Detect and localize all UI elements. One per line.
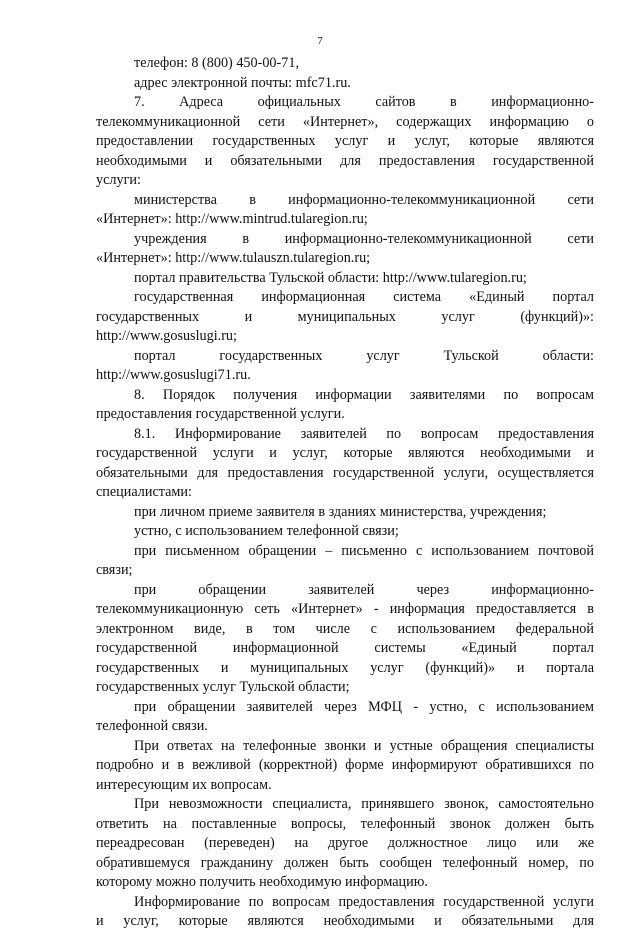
text-line: обязательными для предоставления государственной услуги, осуществляется <box>96 464 594 481</box>
text-line: при письменном обращении – письменно с использованием почтовой <box>134 542 594 559</box>
text-line: государственных и муниципальных услуг (функций)»: <box>96 308 594 325</box>
text-line: учреждения в информационно-телекоммуникационной сети <box>134 230 594 247</box>
text-line: при обращении заявителей через информационно- <box>134 581 594 598</box>
text-line: телекоммуникационной сети «Интернет», содержащих информацию о <box>96 113 594 130</box>
text-line: при обращении заявителей через МФЦ - устно, с использованием <box>134 698 594 715</box>
text-line: необходимыми и обязательными для предоставления государственной <box>96 152 594 169</box>
text-line: государственных и муниципальных услуг (функций)» и портала <box>96 659 594 676</box>
text-line: «Интернет»: http://www.mintrud.tularegion.ru; <box>96 211 368 227</box>
text-line: министерства в информационно-телекоммуникационной сети <box>134 191 594 208</box>
text-line: 8.1. Информирование заявителей по вопросам предоставления <box>134 425 594 442</box>
text-line: услуги: <box>96 172 141 188</box>
text-line: связи; <box>96 562 133 578</box>
text-line: ответить на поставленные вопросы, телефонный звонок должен быть <box>96 815 594 832</box>
text-line: 8. Порядок получения информации заявителями по вопросам <box>134 386 594 403</box>
text-line: http://www.gosuslugi.ru; <box>96 328 237 344</box>
text-line: При невозможности специалиста, принявшего звонок, самостоятельно <box>134 796 594 812</box>
text-line: переадресован (переведен) на другое должностное лицо или же <box>96 835 594 851</box>
text-line: государственная информационная система «Единый портал <box>134 289 594 305</box>
text-line: электронном виде, в том числе с использованием федеральной <box>96 620 594 637</box>
text-line: портал правительства Тульской области: http://www.tularegion.ru; <box>134 269 527 286</box>
text-line: подробно и в вежливой (корректной) форме информируют обратившихся по <box>96 757 594 773</box>
text-line: телефон: 8 (800) 450-00-71, <box>134 55 299 71</box>
text-line: портал государственных услуг Тульской области: <box>134 347 594 364</box>
text-line: специалистами: <box>96 484 192 500</box>
text-line: Информирование по вопросам предоставления государственной услуги <box>134 893 594 910</box>
text-line: 7. Адреса официальных сайтов в информационно- <box>134 94 594 110</box>
document-body <box>96 54 594 932</box>
text-line: интересующим их вопросам. <box>96 776 272 793</box>
text-line: государственных услуг Тульской области; <box>96 679 350 695</box>
text-line: предоставления государственной услуги. <box>96 406 345 422</box>
text-line: государственной информационной системы «Единый портал <box>96 640 594 656</box>
text-line: государственной услуги и услуг, которые являются необходимыми и <box>96 445 594 461</box>
text-line: предоставлении государственных услуг и услуг, которые являются <box>96 133 594 149</box>
text-line: обратившемуся гражданину должен быть сообщен телефонный номер, по <box>96 854 594 871</box>
text-line: телефонной связи. <box>96 718 208 734</box>
text-line: телекоммуникационную сеть «Интернет» - информация предоставляется в <box>96 601 594 617</box>
text-line: и услуг, которые являются необходимыми и обязательными для <box>96 913 594 929</box>
page-number: 7 <box>317 35 323 47</box>
text-line: устно, с использованием телефонной связи; <box>134 523 399 539</box>
text-line: «Интернет»: http://www.tulauszn.tularegion.ru; <box>96 250 371 266</box>
text-line: при личном приеме заявителя в зданиях министерства, учреждения; <box>134 503 547 520</box>
text-line: которому можно получить необходимую информацию. <box>96 874 428 890</box>
text-line: При ответах на телефонные звонки и устные обращения специалисты <box>134 737 594 754</box>
text-line: адрес электронной почты: mfc71.ru. <box>134 74 351 91</box>
text-line: http://www.gosuslugi71.ru. <box>96 367 251 383</box>
